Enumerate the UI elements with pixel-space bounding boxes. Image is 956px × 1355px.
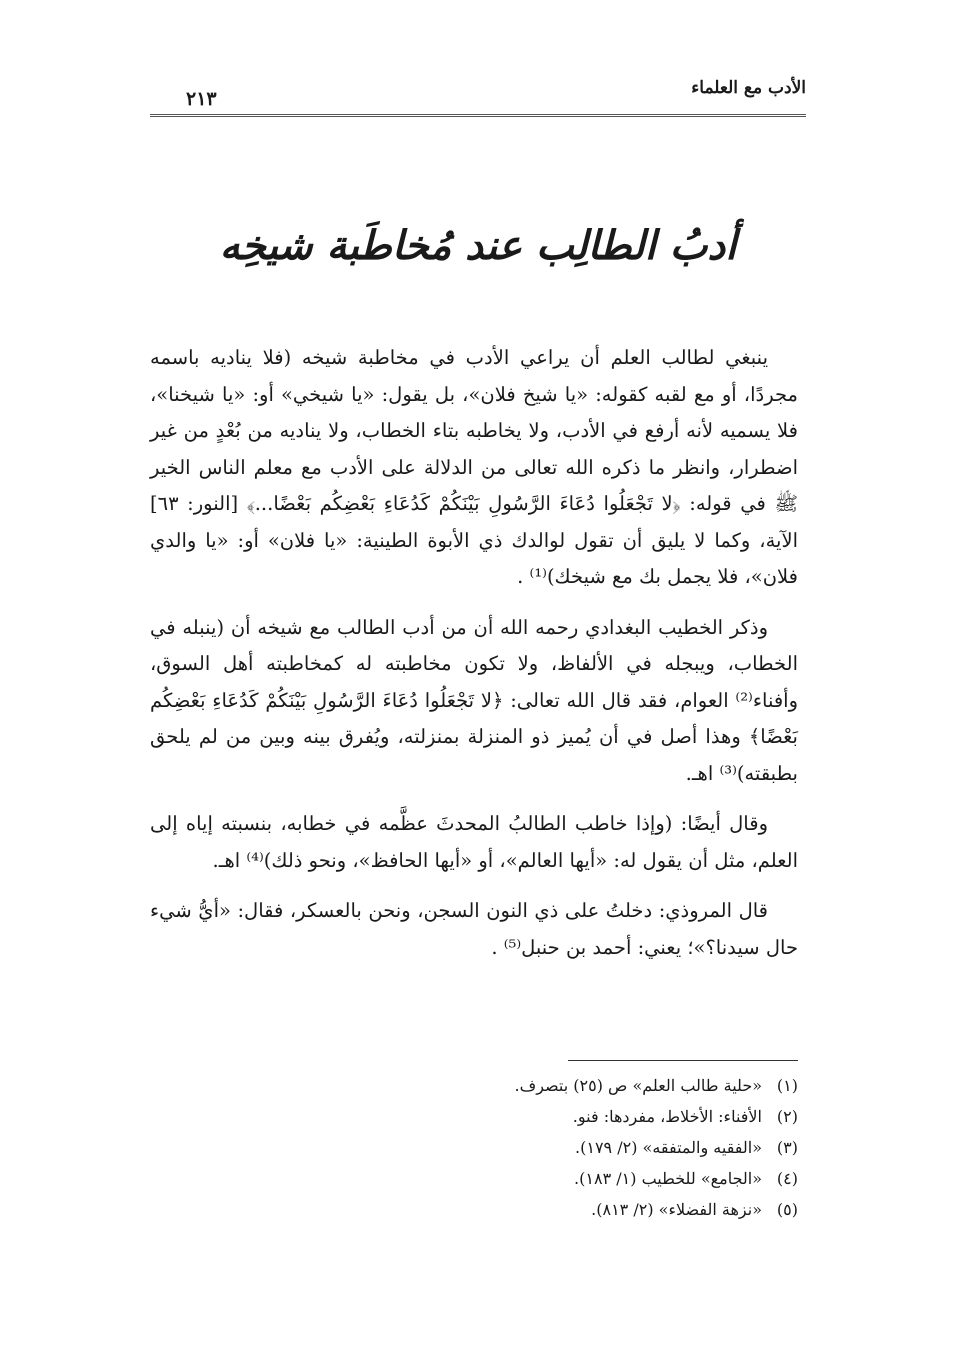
chapter-title: أدبُ الطالِب عند مُخاطَبة شيخِه (219, 222, 737, 269)
header-rule (150, 114, 806, 117)
footnote-text: «الفقيه والمتفقه» (٢/ ١٧٩). (575, 1138, 762, 1157)
footnote-number: (٤) (776, 1169, 798, 1188)
page-number: ٢١٣ (178, 88, 225, 110)
footnote (300, 1194, 798, 1225)
paragraph: وقال أيضًا: (وإذا خاطب الطالبُ المحدثَ عظَّمه في خطابه، بنسبته إياه إلى العلم، مثل أن يقول له: «أيها العالم»، أو «أيها الحافظ»، ونحو ذلك)⁽⁴⁾ اهـ. (150, 812, 798, 872)
footnote (300, 1163, 798, 1194)
footnote-text: «حلية طالب العلم» ص (٢٥) بتصرف. (514, 1076, 762, 1095)
paragraph: ينبغي لطالب العلم أن يراعي الأدب في مخاطبة شيخه (فلا يناديه باسمه مجردًا، أو مع لقبه كقوله: «يا شيخ فلان»، بل يقول: «يا شيخي» أو: «يا شيخنا»، فلا يسميه لأنه أرفع في الأدب، ولا يخاطبه بتاء الخطاب، ولا يناديه من بُعْدٍ من غير اضطرار، وانظر ما ذكره الله تعالى من الدلالة على الأدب مع معلم الناس الخير ﷺ في قوله: ﴿لا تَجْعَلُوا دُعَاءَ الرَّسُولِ بَيْنَكُمْ كَدُعَاءِ بَعْضِكُم بَعْضًا...﴾ [النور: ٦٣] الآية، وكما لا يليق أن تقول لوالدك ذي الأبوة الطينية: «يا فلان» أو: «يا والدي فلان»، فلا يجمل بك مع شيخك)⁽¹⁾ . (150, 346, 798, 588)
footnote-number: (٢) (776, 1107, 798, 1126)
footnote-text: «الجامع» للخطيب (١/ ١٨٣). (574, 1169, 762, 1188)
footnote-number: (٣) (776, 1138, 798, 1157)
paragraph: وذكر الخطيب البغدادي رحمه الله أن من أدب الطالب مع شيخه أن (ينبله في الخطاب، ويبجله في الألفاظ، ولا تكون مخاطبته له كمخاطبته أهل السوق، وأفناء⁽²⁾ العوام، فقد قال الله تعالى: ﴿لا تَجْعَلُوا دُعَاءَ الرَّسُولِ بَيْنَكُمْ كَدُعَاءِ بَعْضِكُم بَعْضًا﴾ وهذا أصل في أن يُميز ذو المنزلة بمنزلته، ويُفرق بينه وبين من لم يلحق بطبقته)⁽³⁾ اهـ. (150, 615, 798, 785)
footnote (300, 1132, 798, 1163)
body-text (150, 340, 798, 980)
running-title: الأدب مع العلماء (691, 78, 806, 98)
paragraph: قال المروذي: دخلتُ على ذي النون السجن، ونحن بالعسكر، فقال: «أيُّ شيء حال سيدنا؟»؛ يعني: أحمد بن حنبل⁽⁵⁾ . (150, 899, 798, 959)
footnote (300, 1101, 798, 1132)
footnote-text: الأفناء: الأخلاط، مفردها: فنو. (572, 1107, 762, 1126)
footnote-text: «نزهة الفضلاء» (٢/ ٨١٣). (591, 1200, 762, 1219)
footnote-rule (568, 1060, 798, 1061)
footnote-number: (٥) (776, 1200, 798, 1219)
page-header (150, 78, 806, 118)
footnotes (300, 1070, 798, 1225)
footnote (300, 1070, 798, 1101)
footnote-number: (١) (776, 1076, 798, 1095)
